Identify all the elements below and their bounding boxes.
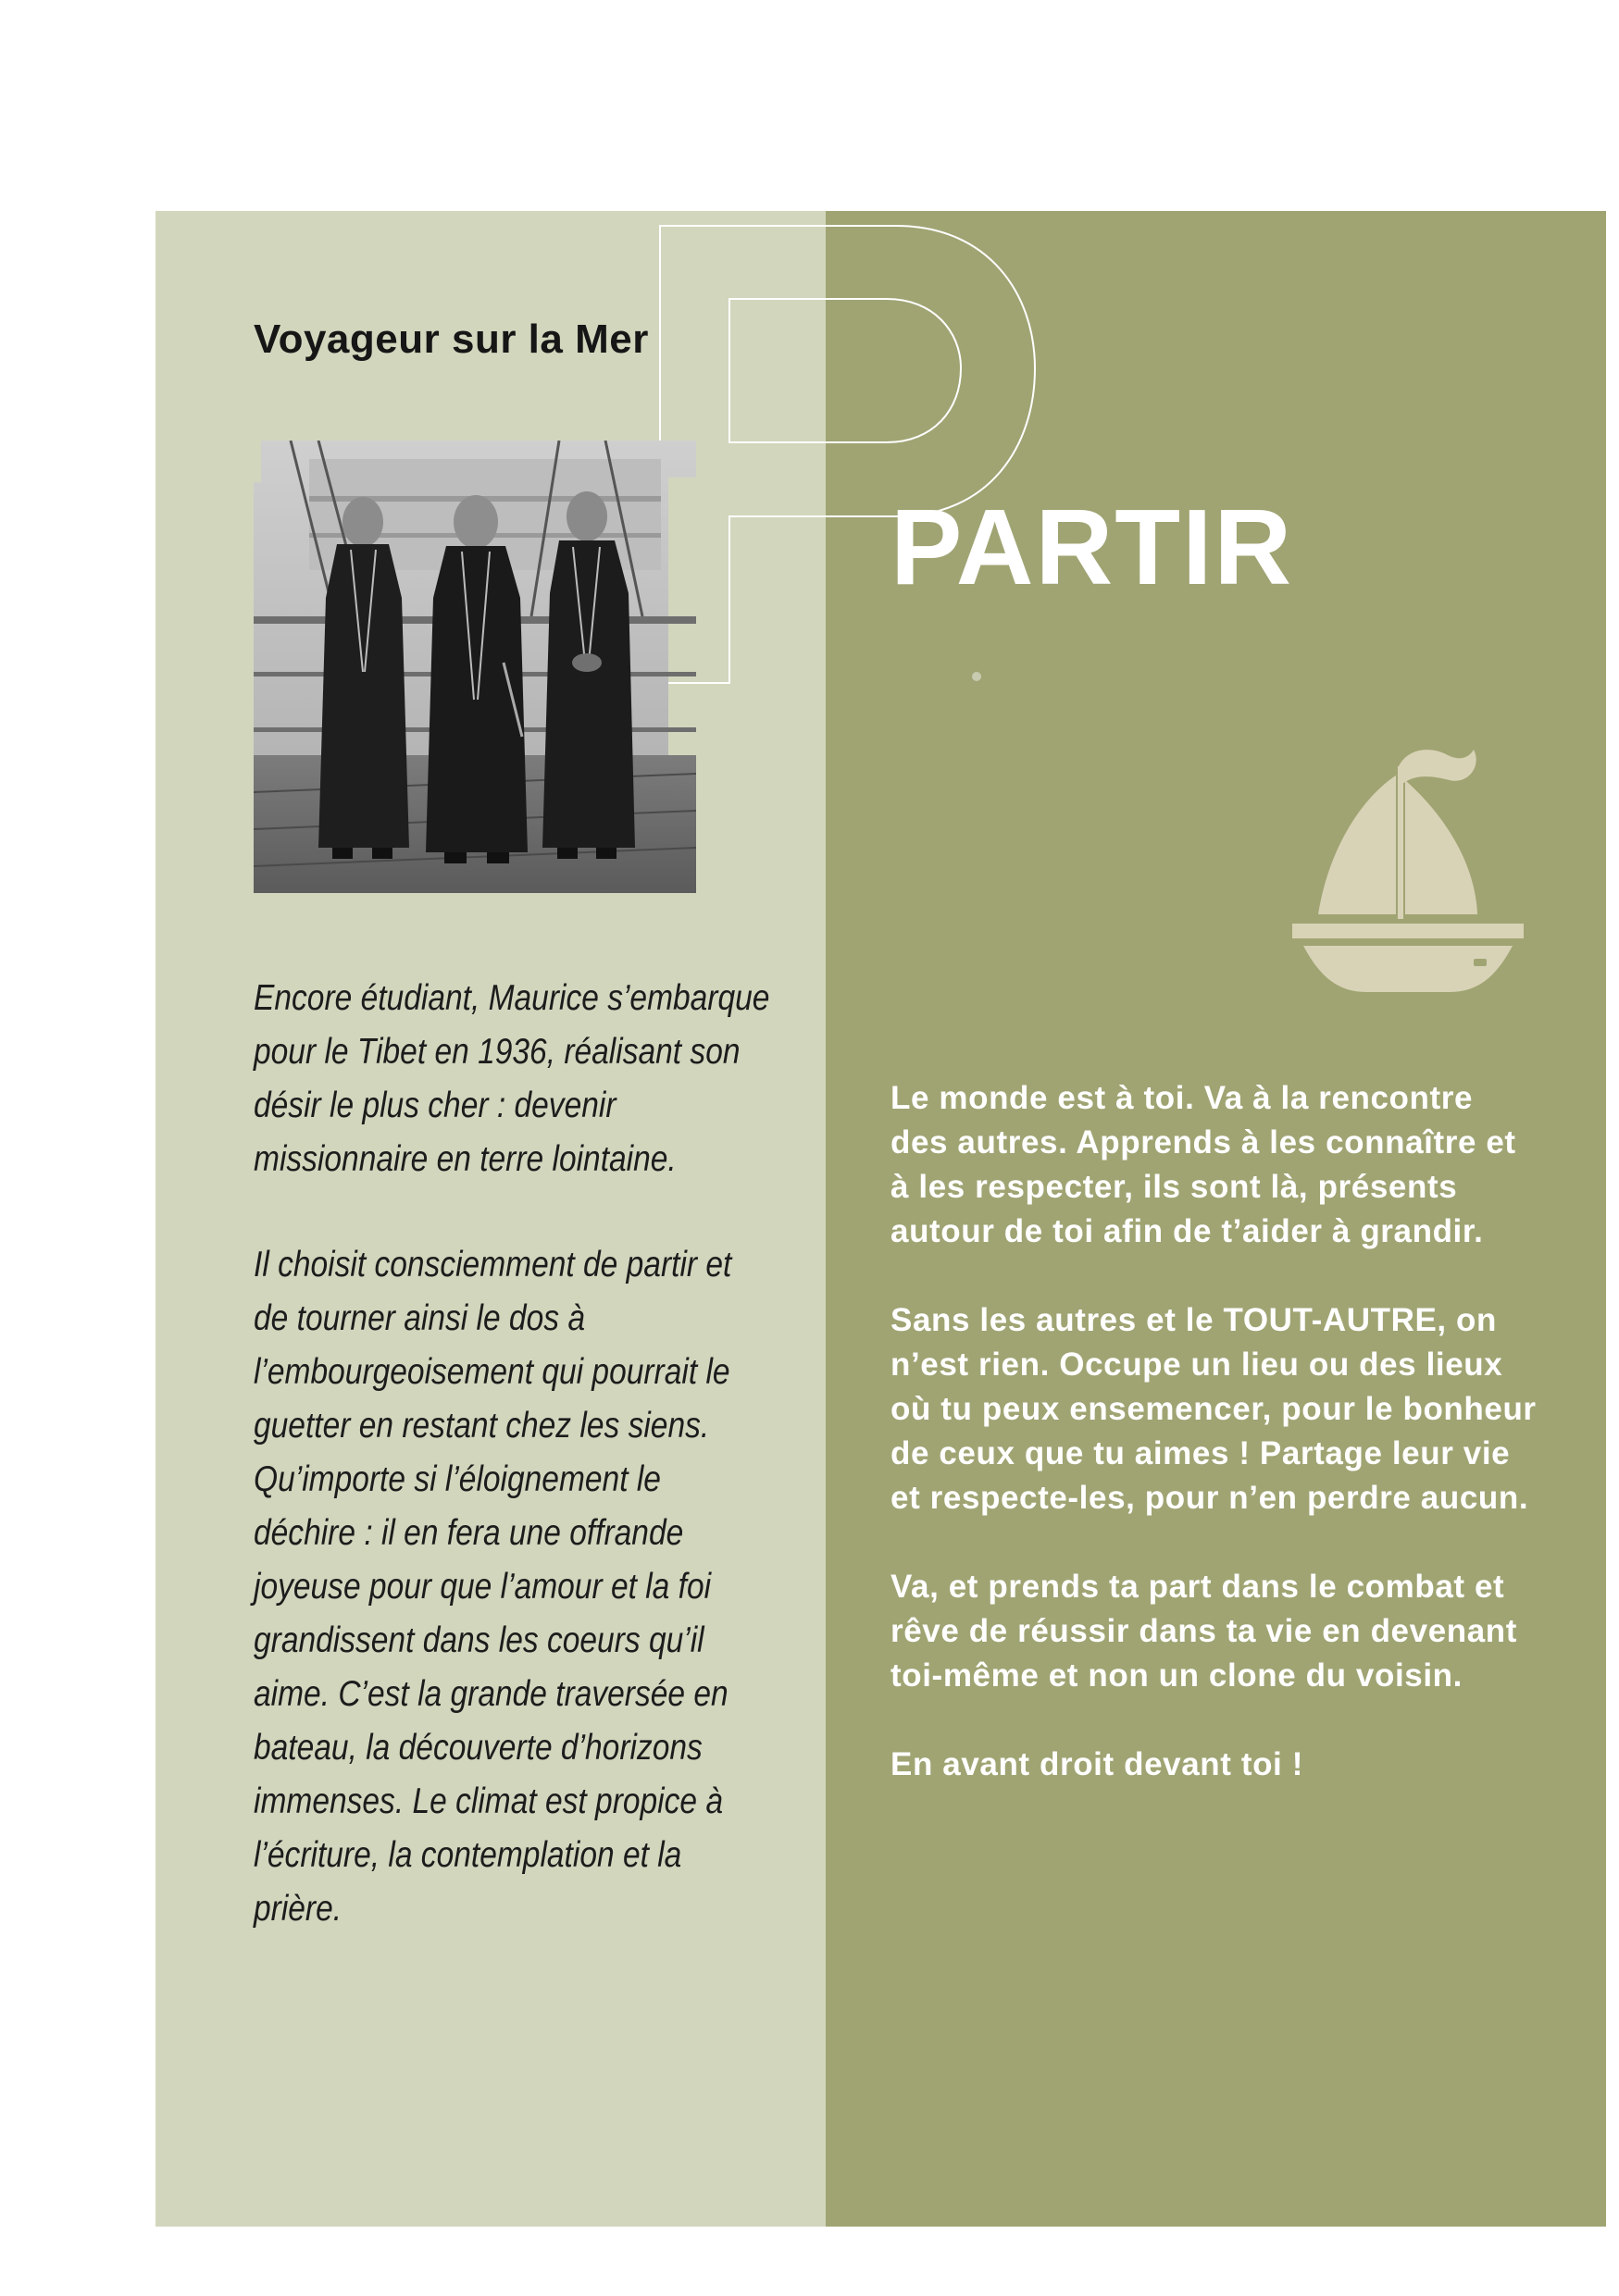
decorative-dot — [972, 672, 981, 681]
left-paragraph: Il choisit consciemment de partir et de tourner ainsi le dos à l’embourgeoisement qui pourrait le guetter en restant chez les siens. Qu’importe si l’éloignement le déchire : il en fera une offrande joyeuse pour que l’amour et la foi grandissent dans les coeurs qu’il aime. C’est la grande traversée en bateau, la découverte d’horizons immenses. Le climat est propice à l’écriture, la contemplation et la prière. — [254, 1245, 732, 1929]
page-panel — [156, 211, 1606, 2227]
photo-three-priests — [254, 441, 696, 893]
page-title: Voyageur sur la Mer — [254, 316, 649, 362]
right-paragraph: En avant droit devant toi ! — [890, 1746, 1303, 1782]
left-column-text — [254, 972, 770, 1988]
right-paragraph: Va, et prends ta part dans le combat et rêve de réussir dans ta vie en devenant toi-même et non un clone du voisin. — [890, 1569, 1518, 1694]
left-paragraph: Encore étudiant, Maurice s’embarque pour le Tibet en 1936, réalisant son désir le plus cher : devenir missionnaire en terre lointaine. — [254, 978, 770, 1179]
right-paragraph: Le monde est à toi. Va à la rencontre des autres. Apprends à les connaître et à les respecter, ils sont là, présents autour de toi afin de t’aider à grandir. — [890, 1080, 1516, 1249]
right-column-text — [890, 1076, 1538, 1831]
right-paragraph: Sans les autres et le TOUT-AUTRE, on n’est rien. Occupe un lieu ou des lieux où tu peux ensemencer, pour le bonheur de ceux que tu aimes ! Partage leur vie et respecte-les, pour n’en perdre aucun. — [890, 1302, 1537, 1516]
section-headline: PARTIR — [890, 487, 1294, 607]
sailboat-icon — [1292, 729, 1524, 1007]
